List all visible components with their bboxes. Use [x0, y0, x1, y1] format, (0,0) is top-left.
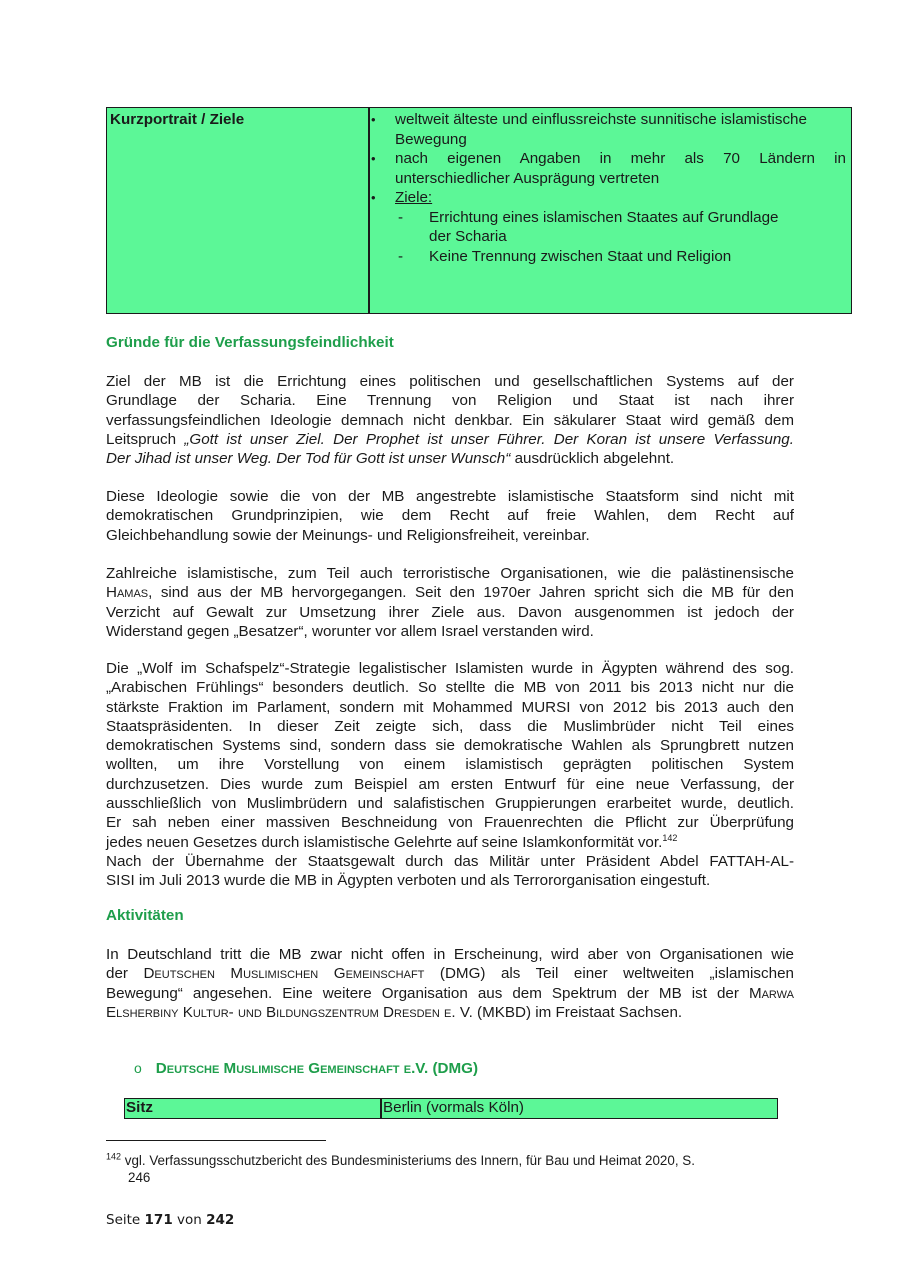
portrait-bullets [371, 110, 846, 266]
sub-list-item [371, 208, 846, 247]
org-heading [134, 1060, 478, 1077]
bullet-icon: • [371, 151, 376, 166]
footnote-ref: 142 [662, 832, 678, 843]
section-heading: Aktivitäten [106, 907, 184, 924]
footnote [106, 1152, 786, 1186]
circle-bullet-icon: o [134, 1060, 142, 1076]
sub-item-text: Errichtung eines islamischen Staates auf Grundlage [429, 208, 779, 226]
list-item [371, 110, 846, 149]
bullet-text: weltweit älteste und einflussreichste sunnitische islamistische Bewegung [395, 111, 807, 148]
sitz-value: Berlin (vormals Köln) [383, 1099, 524, 1116]
page-number: 171 [144, 1212, 173, 1228]
sub-list-item [371, 247, 846, 267]
bullet-text: nach eigenen Angaben in mehr als 70 Ländern in [395, 150, 846, 167]
motto-quote: „Gott ist unser Ziel. Der Prophet ist unser Führer. Der Koran ist unsere Verfassung. [184, 430, 794, 448]
sub-item-text: Keine Trennung zwischen Staat und Religion [429, 247, 732, 265]
table-divider [380, 1099, 382, 1118]
org-name: Deutschen Muslimischen Gemeinschaft [143, 965, 425, 983]
footnote-text: vgl. Verfassungsschutzbericht des Bundesministeriums des Innern, für Bau und Heimat 2020, S. [124, 1153, 695, 1168]
org-abbr: (DMG) [432, 1060, 479, 1077]
footnote-number: 142 [106, 1151, 122, 1162]
footnote-rule [106, 1140, 326, 1141]
ziele-label: Ziele: [395, 189, 433, 206]
dash-icon: - [398, 247, 404, 265]
sitz-label: Sitz [126, 1099, 154, 1116]
page-total: 242 [206, 1212, 235, 1228]
org-title: Deutsche Muslimische Gemeinschaft e.V. [155, 1060, 429, 1077]
dash-icon: - [398, 208, 404, 226]
sub-item-text: der Scharia [429, 228, 507, 245]
bullet-icon: • [371, 112, 376, 127]
table-divider [368, 108, 370, 313]
paragraph: Ziel der MB ist die Errichtung eines politischen und gesellschaftlichen Systems auf der Grundlage der Scharia. Eine Trennung von Religion und Staat ist nach ihrer verfassungsfeindlichen Ideologie demnach nicht denkbar. Ein säkularer Staat wird gemäß dem Leitspruch „Gott ist unser Ziel. Der Prophet ist unser Führer. Der Koran ist unsere Verfassung. Der Jihad ist unser Weg. Der Tod für Gott ist unser Wunsch“ ausdrücklich abgelehnt. [106, 373, 794, 468]
paragraph: In Deutschland tritt die MB zwar nicht offen in Erscheinung, wird aber von Organisationen wie der Deutschen Muslimischen Gemeinschaft (DMG) als Teil einer weltweiten „islamischen Bewegung“ angesehen. Eine weitere Organisation aus dem Spektrum der MB ist der Marwa Elsherbiny Kultur- und Bildungszentrum Dresden e. V. (MKBD) im Freistaat Sachsen. [106, 946, 794, 1021]
org-name: Hamas [106, 584, 149, 602]
org-name: Marwa [748, 984, 794, 1002]
org-name: Elsherbiny Kultur- und Bildungszentrum Dresden e. V. [106, 1003, 473, 1021]
paragraph: Zahlreiche islamistische, zum Teil auch terroristische Organisationen, wie die palästinensische Hamas, sind aus der MB hervorgegangen. Seit den 1970er Jahren spricht sich die MB für den Verzicht auf Gewalt zur Umsetzung ihrer Ziele aus. Davon ausgenommen ist jedoch der Widerstand gegen „Besatzer“, worunter vor allem Israel verstanden wird. [106, 565, 794, 640]
bullet-icon: • [371, 190, 376, 205]
portrait-table [106, 107, 852, 314]
paragraph: Die „Wolf im Schafspelz“-Strategie legalistischer Islamisten wurde in Ägypten während des sog. „Arabischen Frühlings“ besonders deutlich. So stellte die MB von 2011 bis 2013 nicht nur die stärkste Fraktion im Parlament, sondern mit Mohammed MURSI von 2012 bis 2013 auch den Staatspräsidenten. In dieser Zeit zeigte sich, dass die Muslimbrüder nicht Teil eines demokratischen Systems sind, sondern dass sie demokratische Wahlen als Sprungbrett nutzen wollten, um ihre Vorstellung von einem islamistisch geprägten politischen System durchzusetzen. Dies wurde zum Beispiel am ersten Entwurf für eine neue Verfassung, der ausschließlich von Muslimbrüdern und salafistischen Gruppierungen erarbeitet wurde, deutlich. Er sah neben einer massiven Beschneidung von Frauenrechten die Pflicht zur Überprüfung jedes neuen Gesetzes durch islamistische Gelehrte auf seine Islamkonformität vor.$^{142}$ Nach der Übernahme der Staatsgewalt durch das Militär unter Präsident Abdel FATTAH-AL- SISI im Juli 2013 wurde die MB in Ägypten verboten und als Terrororganisation eingestuft. [106, 660, 794, 890]
footnote-text-cont: 246 [128, 1170, 151, 1185]
bullet-text: unterschiedlicher Ausprägung vertreten [395, 169, 660, 187]
page-footer: Seite 171 von 242 [106, 1212, 235, 1228]
paragraph: Diese Ideologie sowie die von der MB angestrebte islamistische Staatsform sind nicht mit demokratischen Grundprinzipien, wie dem Recht auf freie Wahlen, dem Recht auf Gleichbehandlung sowie der Meinungs- und Religionsfreiheit, vereinbar. [106, 488, 794, 544]
motto-quote: Der Jihad ist unser Weg. Der Tod für Gott ist unser Wunsch“ [106, 450, 511, 468]
section-heading: Gründe für die Verfassungsfeindlichkeit [106, 334, 394, 351]
portrait-label: Kurzportrait / Ziele [110, 111, 245, 128]
list-item [371, 188, 846, 208]
list-item [371, 149, 846, 188]
sitz-table [124, 1098, 778, 1119]
